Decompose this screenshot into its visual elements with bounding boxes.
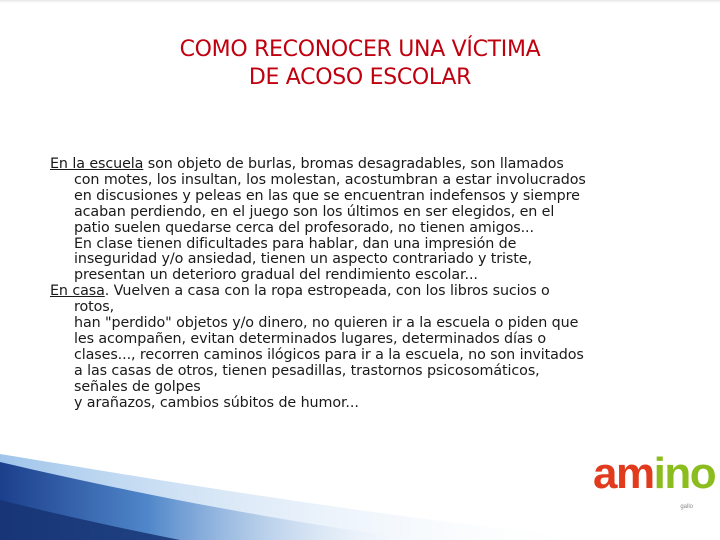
school-line-2: en discusiones y peleas en las que se encuentran indefensos y siempre [74, 187, 580, 204]
home-line-1: rotos, [74, 299, 115, 316]
title-line-2: DE ACOSO ESCOLAR [248, 65, 472, 90]
school-label: En la escuela [50, 156, 144, 172]
home-label: En casa [50, 283, 105, 300]
logo-wordmark [593, 449, 716, 498]
home-line-3: les acompañen, evitan determinados lugares, determinados días o [74, 330, 546, 347]
logo-tagline: gallo [680, 504, 693, 510]
home-first-line [50, 284, 662, 300]
home-line-6: señales de golpes [74, 378, 201, 395]
body-text [50, 157, 662, 412]
paragraph-home [50, 284, 662, 411]
top-shadow-rule [0, 0, 720, 3]
school-line-3: acaban perdiendo, en el juego son los últimos en ser elegidos, en el [74, 203, 555, 220]
title-line-1: COMO RECONOCER UNA VÍCTIMA [179, 37, 541, 62]
logo-word-part2: ino [653, 449, 716, 498]
slide-title [0, 36, 720, 92]
school-line-0: son objeto de burlas, bromas desagradables, son llamados [143, 156, 564, 172]
home-line-7: y arañazos, cambios súbitos de humor... [74, 394, 359, 411]
home-line-5: a las casas de otros, tienen pesadillas, trastornos psicosomáticos, [74, 362, 540, 379]
paragraph-school [50, 157, 662, 284]
home-line-4: clases..., recorren caminos ilógicos para ir a la escuela, no son invitados [74, 346, 584, 363]
school-first-line [50, 157, 662, 173]
home-line-2: han "perdido" objetos y/o dinero, no quieren ir a la escuela o piden que [74, 315, 579, 332]
school-line-6: inseguridad y/o ansiedad, tienen un aspecto contrariado y triste, [74, 251, 532, 268]
home-line-0: . Vuelven a casa con la ropa estropeada, con los libros sucios o [104, 283, 550, 300]
school-line-4: patio suelen quedarse cerca del profesorado, no tienen amigos... [74, 219, 534, 236]
school-line-5: En clase tienen dificultades para hablar, dan una impresión de [74, 235, 517, 252]
logo-word-part1: am [593, 449, 654, 498]
school-line-1: con motes, los insultan, los molestan, acostumbran a estar involucrados [74, 171, 586, 188]
school-line-7: presentan un deterioro gradual del rendimiento escolar... [74, 267, 478, 284]
amino-logo [593, 449, 716, 512]
